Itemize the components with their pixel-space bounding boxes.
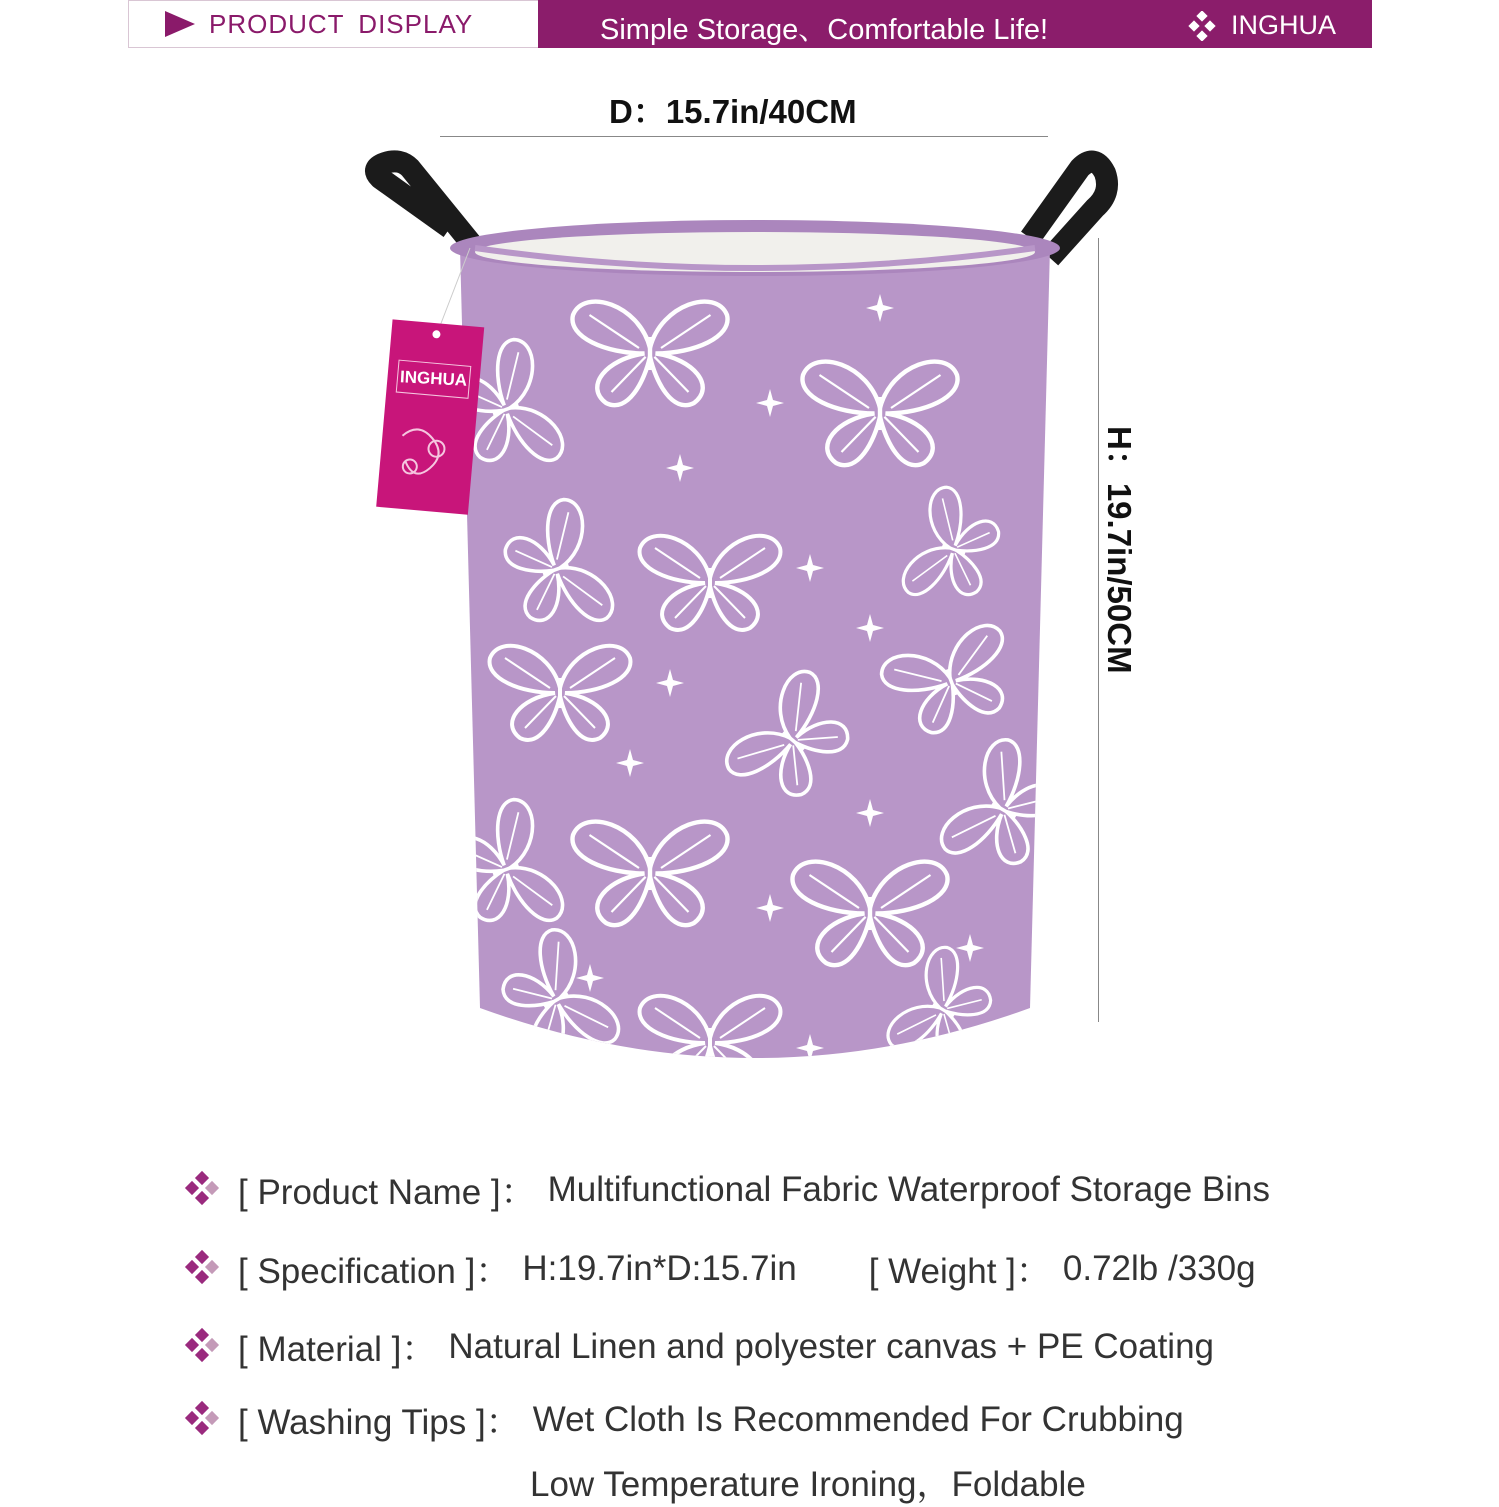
washing-value-1: Wet Cloth Is Recommended For Crubbing	[532, 1400, 1184, 1439]
spec-row-material	[182, 1322, 1214, 1372]
diamond-bullet-icon	[182, 1326, 224, 1368]
spec-row-specification	[182, 1244, 1256, 1294]
product-name-key: [ Product Name ]：	[238, 1173, 536, 1212]
diameter-line	[440, 136, 1048, 137]
slogan-banner	[538, 0, 1372, 48]
material-value: Natural Linen and polyester canvas + PE Coating	[448, 1327, 1214, 1366]
brand-label	[1187, 10, 1336, 41]
slogan-text: Simple Storage、Comfortable Life!	[600, 14, 1049, 46]
material-key: [ Material ]：	[238, 1330, 437, 1369]
washing-key: [ Washing Tips ]：	[238, 1403, 521, 1442]
header-bar	[128, 0, 1372, 48]
section-label-box	[128, 0, 538, 48]
specification-value: H:19.7in*D:15.7in	[522, 1249, 797, 1288]
spec-row-product-name	[182, 1165, 1270, 1215]
weight-key: [ Weight ]：	[868, 1252, 1051, 1291]
diamond-bullet-icon	[182, 1169, 224, 1211]
weight-value: 0.72lb /330g	[1062, 1249, 1256, 1288]
spec-row-washing	[182, 1395, 1184, 1445]
storage-basket-image	[360, 148, 1120, 1088]
product-name-value: Multifunctional Fabric Waterproof Storage Bins	[547, 1170, 1270, 1209]
brand-name: INGHUA	[1230, 10, 1336, 40]
section-label: PRODUCT DISPLAY	[209, 8, 474, 39]
diamond-bullet-icon	[182, 1399, 224, 1441]
diamond-bullet-icon	[182, 1248, 224, 1290]
diamond-cluster-icon	[1187, 11, 1217, 41]
diameter-label: D：15.7in/40CM	[609, 93, 857, 130]
brand-hang-tag	[376, 319, 484, 514]
specification-key: [ Specification ]：	[238, 1252, 511, 1291]
height-label: H：19.7in/50CM	[1101, 426, 1138, 674]
hang-tag-brand: INGHUA	[399, 367, 468, 390]
washing-value-2: Low Temperature Ironing，Foldable	[530, 1465, 1086, 1504]
play-triangle-icon	[165, 11, 195, 37]
